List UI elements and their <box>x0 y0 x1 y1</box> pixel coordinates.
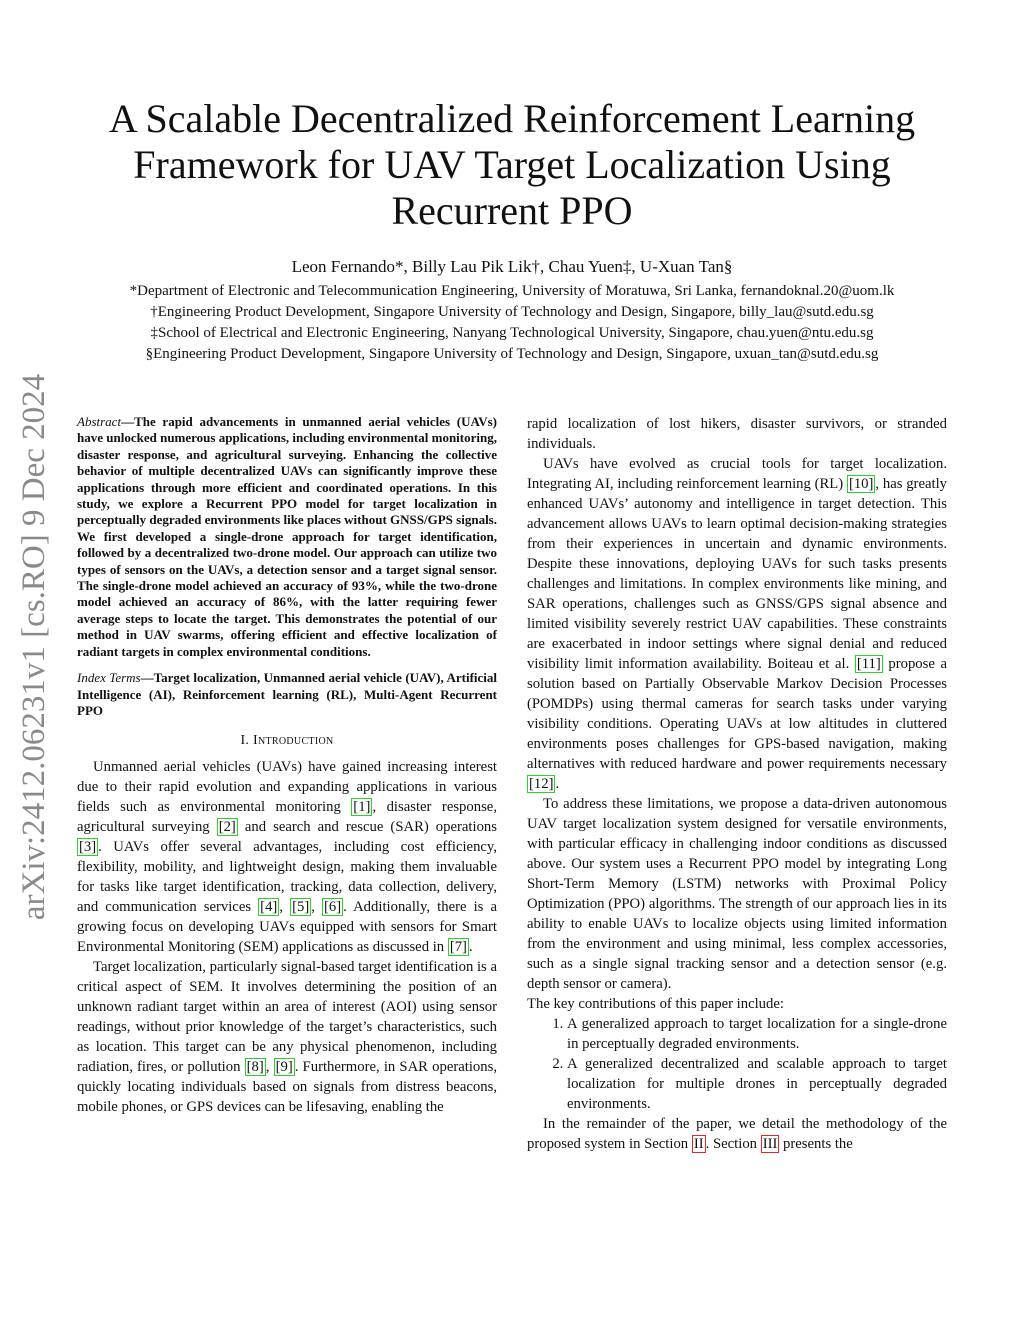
list-item: 2. A generalized decentralized and scalable approach to target localization for multiple drones in perceptually degraded environments. <box>567 1054 947 1114</box>
citation-link[interactable]: [10] <box>848 476 874 492</box>
index-terms-text: —Target localization, Unmanned aerial vehicle (UAV), Artificial Intelligence (AI), Reinforcement learning (RL), Multi-Agent Recurrent PPO <box>77 670 498 718</box>
text-run: . UAVs offer several advantages, including cost efficiency, flexibility, mobility, and lightweight design, making them invaluable for tasks like target identification, tracking, data collection, delivery, and communication services <box>77 839 497 916</box>
intro-paragraph-3 <box>527 454 947 794</box>
text-run: Unmanned aerial vehicles (UAVs) have gained increasing interest due to their rapid evolution and expanding applications in various fields such as environmental monitoring <box>77 759 497 816</box>
affiliation-2: †Engineering Product Development, Singapore University of Technology and Design, Singapore, billy_lau@sutd.edu.sg <box>150 304 874 320</box>
text-run: . <box>468 939 473 956</box>
right-column <box>527 414 947 1154</box>
closing-paragraph <box>527 1114 947 1154</box>
citation-link[interactable]: [6] <box>323 899 342 916</box>
author-list: Leon Fernando*, Billy Lau Pik Lik†, Chau Yuen‡, U-Xuan Tan§ <box>291 257 733 276</box>
contributions-list <box>527 1014 947 1114</box>
citation-link[interactable]: [9] <box>275 1059 293 1076</box>
paper-title: A Scalable Decentralized Reinforcement Learning Framework for UAV Target Localization Using Recurrent PPO <box>108 96 916 233</box>
citation-link[interactable]: [1] <box>353 799 371 816</box>
text-run: presents the <box>779 1136 853 1152</box>
arxiv-identifier: arXiv:2412.06231v1 [cs.RO] 9 Dec 2024 <box>16 373 52 921</box>
citation-link[interactable]: [3] <box>79 839 97 856</box>
text-run: rapid localization of lost hikers, disaster survivors, or stranded individuals. <box>527 416 947 452</box>
text-run: To address these limitations, we propose a data-driven autonomous UAV target localization system designed for versatile environments, with particular efficacy in challenging indoor conditions as discussed above. Our system uses a Recurrent PPO model by integrating Long Short-Term Memory (LSTM) networks with Proximal Policy Optimization (PPO) algorithms. The strength of our approach lies in its ability to enable UAVs to localize objects using limited information from the environment and using minimal, less complex accessories, such as a single signal tracking sensor and a detection sensor (e.g. depth sensor or camera). <box>527 796 947 992</box>
affiliations <box>60 281 964 365</box>
text-run: propose a solution based on Partially Observable Markov Decision Processes (POMDPs) using thermal cameras for search tasks under varying visibility conditions. Operating UAVs at low altitudes in cluttered environments poses challenges for GPS-based navigation, making alternatives with reduced hardware and power requirements necessary <box>527 656 947 772</box>
citation-link[interactable]: [2] <box>218 819 236 836</box>
affiliation-1: *Department of Electronic and Telecommunication Engineering, University of Moratuwa, Sri Lanka, fernandoknal.20@uom.lk <box>129 283 895 299</box>
section-link[interactable]: II <box>693 1136 704 1152</box>
abstract <box>77 414 497 660</box>
citation-link[interactable]: [7] <box>449 939 467 956</box>
text-run: . Section <box>705 1136 761 1152</box>
affiliation-3: ‡School of Electrical and Electronic Engineering, Nanyang Technological University, Singapore, chau.yuen@ntu.edu.sg <box>150 325 874 341</box>
abstract-text: —The rapid advancements in unmanned aerial vehicles (UAVs) have unlocked numerous applications, including environmental monitoring, disaster response, and agricultural surveying. Enhancing the collective behavior of multiple decentralized UAVs can significantly improve these applications through more efficient and coordinated operations. In this study, we explore a Recurrent PPO model for target localization in perceptually degraded environments like places without GNSS/GPS signals. We first developed a single-drone approach for target identification, followed by a decentralized two-drone model. Our approach can utilize two types of sensors on the UAVs, a detection sensor and a target signal sensor. The single-drone model achieved an accuracy of 93%, while the two-drone model achieved an accuracy of 86%, with the latter requiring fewer average steps to locate the target. This demonstrates the potential of our method in UAV swarms, offering efficient and effective localization of radiant targets in complex environmental conditions. <box>77 414 497 659</box>
text-run: , has greatly enhanced UAVs’ autonomy and intelligence in target detection. This advancement allows UAVs to learn optimal decision-making strategies from their experiences in uncertain and dynamic environments. Despite these innovations, deploying UAVs for such tasks presents challenges and limitations. In complex environments like mining, and SAR operations, challenges such as GNSS/GPS signal absence and limited visibility severely restrict UAV capabilities. These constraints are exacerbated in indoor settings where signal denial and reduced visibility limit information availability. Boiteau et al. <box>527 476 947 672</box>
abstract-label: Abstract <box>77 414 122 429</box>
list-item: 1. A generalized approach to target localization for a single-drone in perceptually degraded environments. <box>567 1014 947 1054</box>
contributions-intro <box>527 994 947 1014</box>
section-link[interactable]: III <box>762 1136 778 1152</box>
text-run: . <box>555 776 560 792</box>
citation-link[interactable]: [11] <box>856 656 881 672</box>
affiliation-4: §Engineering Product Development, Singapore University of Technology and Design, Singapore, uxuan_tan@sutd.edu.sg <box>145 346 879 362</box>
text-run: , <box>279 899 291 916</box>
text-run: , <box>311 899 322 916</box>
citation-link[interactable]: [4] <box>260 899 278 916</box>
text-run: . Additionally, there is a growing focus on developing UAVs equipped with sensors for Smart Environmental Monitoring (SEM) applications as discussed in <box>77 899 497 956</box>
section-heading: I. Introduction <box>240 733 334 749</box>
citation-link[interactable]: [8] <box>246 1059 264 1076</box>
text-run: UAVs have evolved as crucial tools for target localization. Integrating AI, including reinforcement learning (RL) <box>527 456 947 492</box>
text-run: and search and rescue (SAR) operations <box>237 819 497 836</box>
left-column <box>77 414 497 1117</box>
intro-paragraph-1 <box>77 757 497 957</box>
intro-paragraph-2 <box>77 957 497 1117</box>
text-run: Target localization, particularly signal-based target identification is a critical aspect of SEM. It involves determining the position of an unknown radiant target within an area of interest (AOI) using sensor readings, without prior knowledge of the target’s characteristics, such as location. This target can be any physical phenomenon, including radiation, fires, or pollution <box>77 959 497 1076</box>
index-terms-label: Index Terms <box>77 670 141 686</box>
index-terms <box>77 670 497 719</box>
text-run: In the remainder of the paper, we detail the methodology of the proposed system in Section <box>527 1116 947 1152</box>
citation-link[interactable]: [5] <box>292 899 310 916</box>
intro-paragraph-continued <box>527 414 947 454</box>
intro-paragraph-4 <box>527 794 947 994</box>
text-run: . Furthermore, in SAR operations, quickly locating individuals based on signals from distress beacons, mobile phones, or GPS devices can be lifesaving, enabling the <box>77 1059 498 1116</box>
text-run: , disaster response, agricultural surveying <box>77 799 497 836</box>
text-run: The key contributions of this paper include: <box>527 996 784 1012</box>
text-run: , <box>265 1059 274 1076</box>
citation-link[interactable]: [12] <box>529 776 554 792</box>
